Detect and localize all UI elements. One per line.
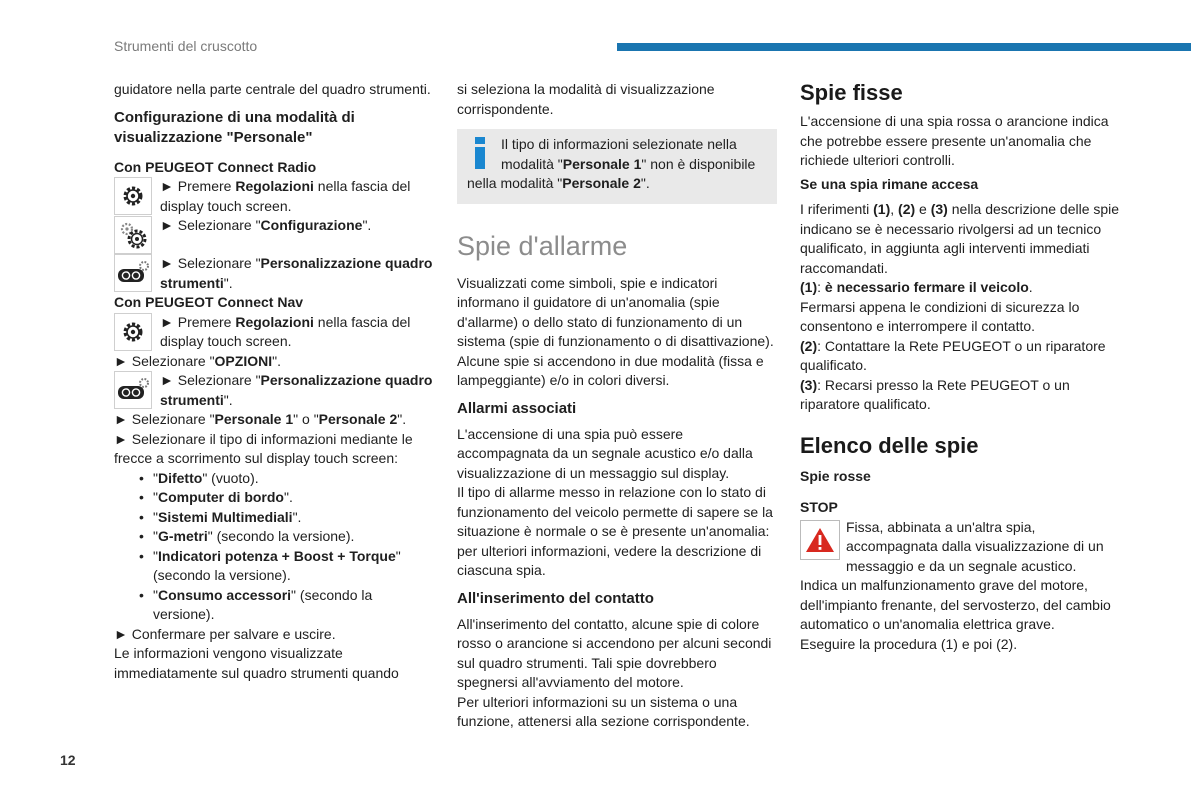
col1-outro: Le informazioni vengono visualizzate immediatamente sul quadro strumenti quando bbox=[114, 645, 399, 681]
col3-ref1-desc: Fermarsi appena le condizioni di sicurezza lo consentono e interrompere il contatto. bbox=[800, 298, 1080, 334]
col3-ref3 bbox=[800, 376, 1130, 415]
col1-intro: guidatore nella parte centrale del quadro strumenti. bbox=[114, 81, 431, 97]
col3-sub2: Spie rosse bbox=[800, 467, 871, 484]
refs-c1: , bbox=[890, 201, 899, 217]
note-b2: Personale 2 bbox=[562, 175, 641, 191]
col3-sub1: Se una spia rimane accesa bbox=[800, 175, 979, 192]
col2-sub2: All'inserimento del contatto bbox=[457, 589, 654, 607]
list-item-open: " bbox=[153, 586, 158, 603]
ref1-num: (1) bbox=[800, 279, 818, 295]
list-item-open: " bbox=[153, 547, 158, 564]
ref3-text: : Recarsi presso la Rete PEUGEOT o un riparatore qualificato. bbox=[800, 376, 1070, 412]
stop-action: Eseguire la procedura (1) e poi (2). bbox=[800, 635, 1018, 652]
radio-step-2 bbox=[114, 216, 434, 254]
list-item-rest: " (vuoto). bbox=[202, 469, 259, 486]
radio-step3-bold: Personalizzazione quadro strumenti bbox=[160, 255, 433, 291]
col2-para4: All'inserimento del contatto, alcune spie di colore rosso o arancione si accendono per alcuni secondi sul quadro strumenti. Tali spie dovrebbero spegnersi all'avviamento del motore. bbox=[457, 615, 772, 690]
list-item-bold: Computer di bordo bbox=[157, 489, 284, 505]
ref2-text: : Contattare la Rete PEUGEOT o un riparatore qualificato. bbox=[800, 337, 1106, 373]
header-title: Strumenti del cruscotto bbox=[114, 38, 258, 54]
col1-heading: Configurazione di una modalità di visualizzazione "Personale" bbox=[114, 108, 355, 146]
radio-step2-pre: ► Selezionare " bbox=[160, 217, 261, 233]
refs-r1: (1) bbox=[873, 201, 891, 217]
list-item bbox=[139, 527, 434, 547]
refs-c2: e bbox=[915, 201, 931, 217]
step-personale-b1: Personale 1 bbox=[214, 411, 294, 427]
list-item-bold: Difetto bbox=[157, 469, 203, 486]
ref2-num: (2) bbox=[800, 337, 818, 354]
step-personale bbox=[114, 410, 434, 430]
instrument-panel-icon bbox=[114, 254, 152, 292]
column-2 bbox=[457, 80, 777, 732]
col3-ref1 bbox=[800, 278, 1130, 298]
header-bar bbox=[617, 43, 1191, 51]
step-info-type: ► Selezionare il tipo di informazioni mediante le frecce a scorrimento sul display touch screen: bbox=[114, 430, 413, 466]
note-mid: " non è disponibile nella modalità " bbox=[467, 155, 756, 191]
nav-step1-bold: Regolazioni bbox=[235, 313, 314, 330]
radio-step-1 bbox=[114, 177, 434, 216]
refs-r3: (3) bbox=[930, 201, 948, 217]
list-item-open: " bbox=[153, 469, 158, 486]
refs-pre: I riferimenti bbox=[800, 201, 874, 217]
list-item bbox=[139, 508, 434, 528]
list-item-bold: Indicatori potenza + Boost + Torque bbox=[157, 547, 396, 564]
list-item-rest: " (secondo la versione). bbox=[153, 547, 401, 583]
list-item-rest: " (secondo la versione). bbox=[153, 586, 373, 622]
ref3-num: (3) bbox=[800, 376, 818, 393]
ref1-sep: : bbox=[817, 279, 825, 295]
step-personale-post: ". bbox=[397, 411, 407, 427]
note-post: ". bbox=[640, 175, 650, 191]
list-item-bold: Consumo accessori bbox=[157, 586, 292, 603]
col2-para3: Il tipo di allarme messo in relazione con lo stato di funzionamento del veicolo permette di sapere se la situazione è normale o se è presente un'anomalia: per ulteriori informazioni, vedere la descrizione di ciascuna spia. bbox=[457, 484, 773, 578]
section-title-elenco-spie: Elenco delle spie bbox=[800, 432, 979, 458]
nav-title: Con PEUGEOT Connect Nav bbox=[114, 294, 304, 310]
nav-step1-post: nella fascia del display touch screen. bbox=[160, 313, 411, 349]
radio-step2-post: ". bbox=[362, 217, 372, 233]
radio-step1-post: nella fascia del display touch screen. bbox=[160, 178, 411, 214]
list-item bbox=[139, 488, 434, 508]
configuration-gears-icon bbox=[114, 216, 152, 254]
info-icon bbox=[467, 135, 493, 171]
nav-step3-bold: Personalizzazione quadro strumenti bbox=[160, 372, 433, 408]
page-number: 12 bbox=[60, 752, 76, 768]
stop-warning-icon bbox=[800, 520, 840, 560]
nav-step-2 bbox=[114, 352, 434, 372]
radio-step3-pre: ► Selezionare " bbox=[160, 255, 261, 271]
note-pre: Il tipo di informazioni selezionate nella modalità " bbox=[501, 136, 737, 172]
nav-step3-post: ". bbox=[223, 391, 233, 408]
col2-para1: Visualizzati come simboli, spie e indicatori informano il guidatore di un'anomalia (spie d'allarme) o dello stato di funzionamento di un sistema (spie di funzionamento o di disattivazione). Alcune spie si accendono in due modalità (fissa e lampeggiante) e/o in colori diversi. bbox=[457, 274, 774, 388]
info-note bbox=[457, 129, 777, 204]
refs-r2: (2) bbox=[898, 201, 916, 217]
ref1-bold: è necessario fermare il veicolo bbox=[824, 279, 1029, 295]
list-item bbox=[139, 469, 434, 489]
nav-step3-pre: ► Selezionare " bbox=[160, 372, 261, 388]
column-1 bbox=[114, 80, 434, 683]
stop-desc: Indica un malfunzionamento grave del motore, dell'impianto frenante, del servosterzo, del cambio automatico o un'anomalia elettrica grave. bbox=[800, 577, 1111, 632]
radio-step2-bold: Configurazione bbox=[260, 217, 363, 233]
nav-step1-pre: ► Premere bbox=[160, 313, 236, 330]
col2-para5: Per ulteriori informazioni su un sistema o una funzione, attenersi alla sezione corrispondente. bbox=[457, 693, 750, 729]
list-item-rest: ". bbox=[283, 489, 293, 505]
list-item-rest: " (secondo la versione). bbox=[207, 528, 355, 544]
col2-intro: si seleziona la modalità di visualizzazione corrispondente. bbox=[457, 81, 715, 117]
col3-para1: L'accensione di una spia rossa o arancione indica che potrebbe essere presente un'anomalia che richiede ulteriori controlli. bbox=[800, 113, 1109, 168]
col2-sub1: Allarmi associati bbox=[457, 399, 577, 417]
step-personale-b2: Personale 2 bbox=[318, 411, 398, 427]
radio-step1-bold: Regolazioni bbox=[235, 178, 314, 194]
list-item-open: " bbox=[153, 528, 158, 544]
radio-step3-post: ". bbox=[223, 274, 233, 291]
nav-step-3 bbox=[114, 371, 434, 410]
refs-post: nella descrizione delle spie indicano se è necessario rivolgersi ad un tecnico qualificato, in aggiunta agli interventi immediati raccomandati. bbox=[800, 201, 1120, 276]
info-type-list bbox=[114, 469, 434, 625]
list-item-open: " bbox=[153, 508, 158, 525]
instrument-panel-icon bbox=[114, 371, 152, 409]
list-item-bold: Sistemi Multimediali bbox=[157, 508, 293, 525]
col3-ref2 bbox=[800, 337, 1130, 376]
stop-block bbox=[800, 518, 1130, 577]
column-3 bbox=[800, 80, 1130, 654]
settings-gear-icon bbox=[114, 313, 152, 351]
list-item bbox=[139, 586, 434, 625]
nav-step2-post: ". bbox=[272, 352, 281, 369]
radio-step1-pre: ► Premere bbox=[160, 178, 236, 194]
stop-title: STOP bbox=[800, 499, 838, 515]
settings-gear-icon bbox=[114, 177, 152, 215]
step-confirm: ► Confermare per salvare e uscire. bbox=[114, 625, 336, 642]
note-b1: Personale 1 bbox=[562, 155, 642, 172]
list-item-rest: ". bbox=[292, 508, 302, 525]
stop-text: Fissa, abbinata a un'altra spia, accompagnata dalla visualizzazione di un messaggio e da un segnale acustico. bbox=[846, 518, 1104, 574]
step-personale-mid: " o " bbox=[293, 411, 319, 427]
list-item bbox=[139, 547, 434, 586]
col3-refs bbox=[800, 200, 1130, 278]
nav-step-1 bbox=[114, 313, 434, 352]
list-item-bold: G-metri bbox=[157, 528, 208, 544]
nav-step2-bold: OPZIONI bbox=[214, 352, 273, 369]
list-item-open: " bbox=[153, 489, 158, 505]
section-title-spie-allarme: Spie d'allarme bbox=[457, 230, 628, 261]
ref1-post: . bbox=[1028, 279, 1033, 295]
radio-step-3 bbox=[114, 254, 434, 293]
step-personale-pre: ► Selezionare " bbox=[114, 411, 215, 427]
section-title-spie-fisse: Spie fisse bbox=[800, 80, 903, 105]
nav-step2-pre: ► Selezionare " bbox=[114, 352, 215, 369]
radio-title: Con PEUGEOT Connect Radio bbox=[114, 158, 317, 175]
col2-para2: L'accensione di una spia può essere accompagnata da un segnale acustico e/o dalla visualizzazione di un messaggio sul display. bbox=[457, 425, 753, 481]
